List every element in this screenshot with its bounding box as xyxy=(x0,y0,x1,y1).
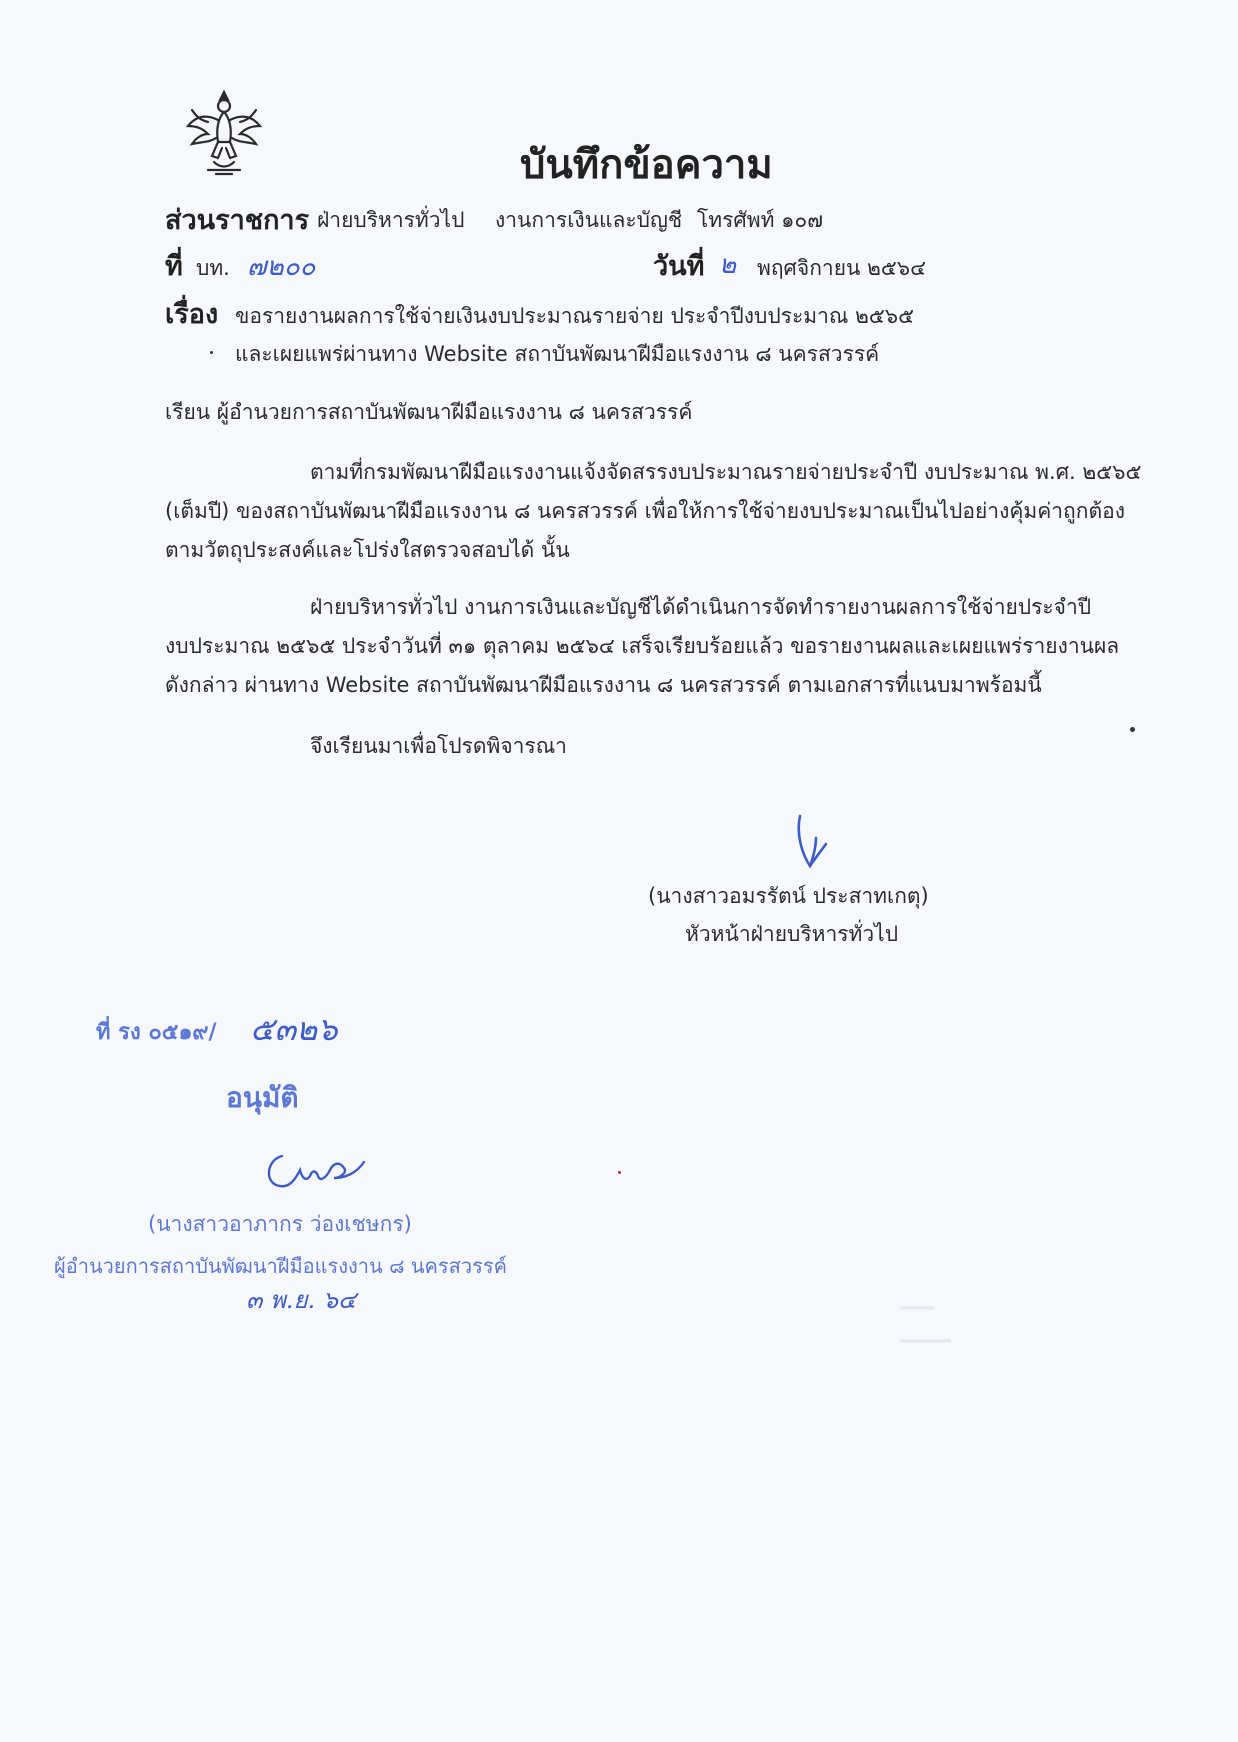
paragraph-2-line: ฝ่ายบริหารทั่วไป งานการเงินและบัญชีได้ดำเนินการจัดทำรายงานผลการใช้จ่ายประจำปี xyxy=(310,595,1092,619)
signature-mark xyxy=(786,810,842,872)
agency-unit: งานการเงินและบัญชี xyxy=(495,208,683,232)
ref-number-handwritten: ๗๒๐๐ xyxy=(247,252,316,282)
paper-speck xyxy=(618,1171,621,1174)
bleed-through-mark: ▁▁▁ xyxy=(900,1318,951,1343)
garuda-emblem-icon xyxy=(182,86,266,178)
paper-speck xyxy=(210,351,213,354)
approver-name: (นางสาวอาภากร ว่องเชษกร) xyxy=(148,1212,412,1236)
date-month-year: พฤศจิกายน ๒๕๖๔ xyxy=(757,256,926,280)
date-day-handwritten: ๒ xyxy=(719,250,737,280)
subject-label: เรื่อง xyxy=(165,299,219,330)
closing-line: จึงเรียนมาเพื่อโปรดพิจารณา xyxy=(310,734,567,758)
ref-prefix: บท. xyxy=(196,256,230,280)
approval-decision: อนุมัติ xyxy=(226,1081,299,1114)
paragraph-2-line: งบประมาณ ๒๕๖๕ ประจำวันที่ ๓๑ ตุลาคม ๒๕๖๔ เสร็จเรียบร้อยแล้ว ขอรายงานผลและเผยแพร่รายงานผล xyxy=(165,634,1120,658)
paragraph-1 xyxy=(165,453,1142,570)
agency-value: ฝ่ายบริหารทั่วไป xyxy=(317,208,465,232)
approver-signature-mark xyxy=(260,1148,370,1192)
paragraph-2-line: ดังกล่าว ผ่านทาง Website สถาบันพัฒนาฝีมือแรงงาน ๘ นครสวรรค์ ตามเอกสารที่แนบมาพร้อมนี้ xyxy=(165,673,1042,697)
salutation: เรียน ผู้อำนวยการสถาบันพัฒนาฝีมือแรงงาน ๘ นครสวรรค์ xyxy=(165,400,693,424)
paragraph-1-line: ตามวัตถุประสงค์และโปร่งใสตรวจสอบได้ นั้น xyxy=(165,538,570,562)
subject-line-2: และเผยแพร่ผ่านทาง Website สถาบันพัฒนาฝีมือแรงงาน ๘ นครสวรรค์ xyxy=(235,342,880,366)
paragraph-1-line: (เต็มปี) ของสถาบันพัฒนาฝีมือแรงงาน ๘ นครสวรรค์ เพื่อให้การใช้จ่ายงบประมาณเป็นไปอย่างคุ้มค่าถูกต้อง xyxy=(165,499,1125,523)
paper-speck xyxy=(1130,727,1135,732)
paragraph-1-line: ตามที่กรมพัฒนาฝีมือแรงงานแจ้งจัดสรรงบประมาณรายจ่ายประจำปี งบประมาณ พ.ศ. ๒๕๖๕ xyxy=(310,460,1142,484)
ref-label: ที่ xyxy=(165,251,183,282)
date-label: วันที่ xyxy=(653,251,705,282)
approval-date-handwritten: ๓ พ.ย. ๖๔ xyxy=(246,1286,357,1314)
bleed-through-mark: ▁▁ xyxy=(900,1285,934,1310)
paragraph-2 xyxy=(165,588,1137,705)
memo-title: บันทึกข้อความ xyxy=(520,142,773,188)
signer-position: หัวหน้าฝ่ายบริหารทั่วไป xyxy=(685,922,899,946)
stamp-ref-number-handwritten: ๕๓๒๖ xyxy=(250,1010,338,1048)
agency-phone: โทรศัพท์ ๑๐๗ xyxy=(697,208,824,232)
signer-name: (นางสาวอมรรัตน์ ประสาทเกตุ) xyxy=(648,884,929,908)
approver-position: ผู้อำนวยการสถาบันพัฒนาฝีมือแรงงาน ๘ นครสวรรค์ xyxy=(54,1254,507,1278)
stamp-ref: ที่ รง ๐๕๑๙/ xyxy=(96,1020,217,1045)
subject-line-1: ขอรายงานผลการใช้จ่ายเงินงบประมาณรายจ่าย ประจำปีงบประมาณ ๒๕๖๕ xyxy=(235,304,914,328)
agency-label: ส่วนราชการ xyxy=(165,205,310,236)
